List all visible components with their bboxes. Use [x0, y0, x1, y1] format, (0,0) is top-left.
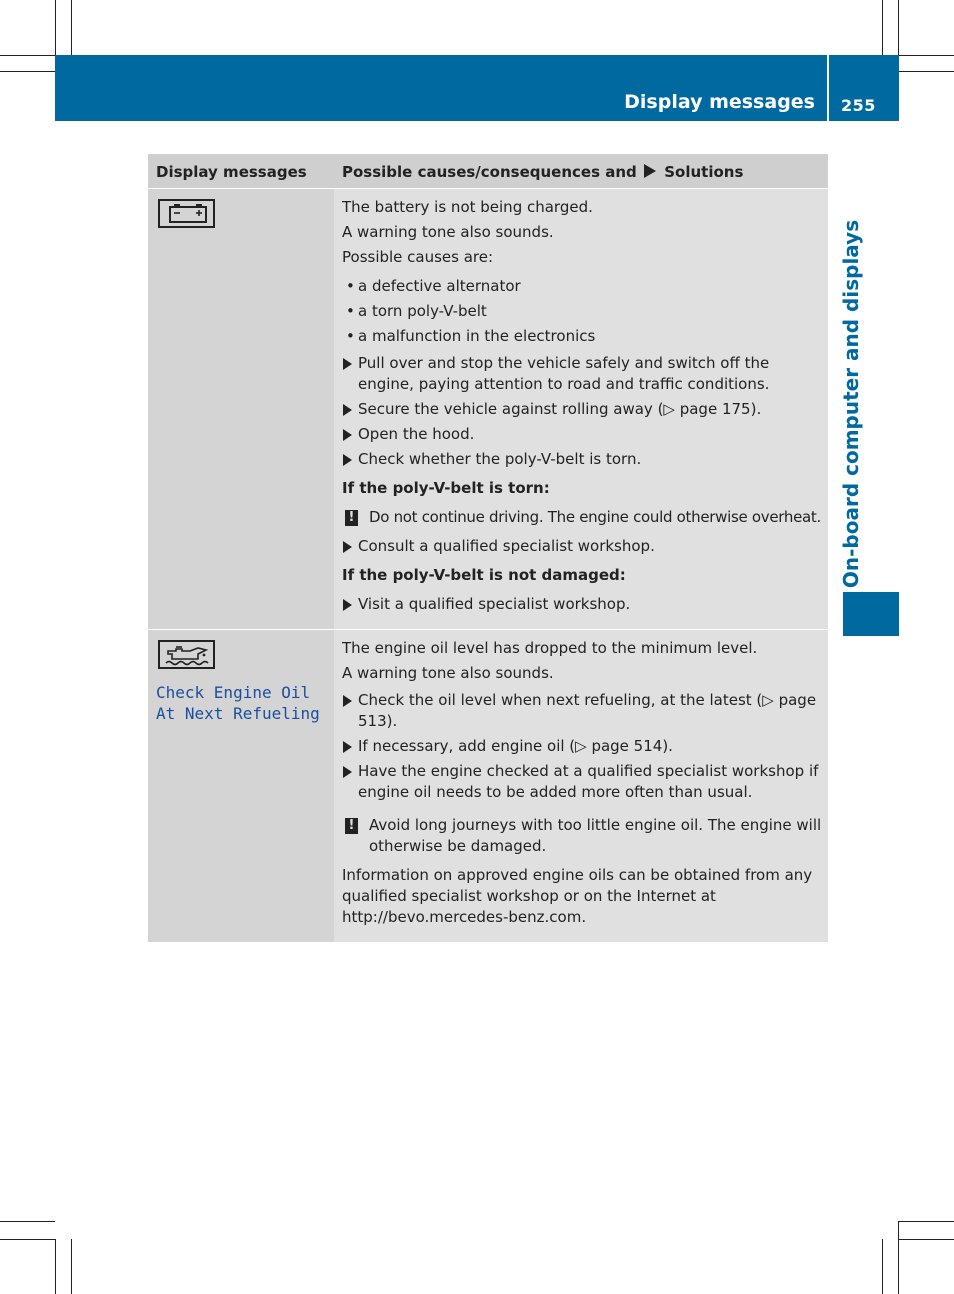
- instruction-step: [342, 761, 822, 803]
- column-header-display-messages: Display messages: [156, 163, 307, 181]
- paragraph: Information on approved engine oils can be obtained from any qualified specialist workshop or on the Internet at http://bevo.mercedes-benz.com.: [342, 866, 813, 926]
- step-arrow-icon: [343, 599, 352, 611]
- table-row: [148, 188, 828, 629]
- side-tab-marker: [843, 592, 899, 636]
- side-tab-label: On-board computer and displays: [839, 219, 863, 589]
- crop-mark: [899, 1239, 954, 1240]
- warning-text: Avoid long journeys with too little engine oil. The engine will otherwise be damaged.: [369, 816, 822, 855]
- instruction-step: [342, 736, 822, 757]
- crop-mark: [882, 1239, 883, 1294]
- crop-mark: [899, 71, 954, 72]
- step-arrow-icon: [343, 358, 352, 370]
- crop-mark: [899, 1221, 954, 1222]
- header-bar: [55, 55, 899, 121]
- step-text: Check whether the poly-V-belt is torn.: [358, 450, 642, 468]
- paragraph: The battery is not being charged.: [342, 198, 593, 216]
- instruction-step: [342, 424, 822, 445]
- page-number: 255: [841, 96, 876, 115]
- warning-icon: !: [345, 510, 358, 526]
- battery-icon: [158, 199, 215, 228]
- step-text: Visit a qualified specialist workshop.: [358, 595, 631, 613]
- arrow-right-icon: [644, 164, 656, 178]
- display-line: At Next Refueling: [156, 704, 320, 723]
- step-text: Open the hood.: [358, 425, 475, 443]
- instruction-step: [342, 594, 822, 615]
- side-tab: [833, 219, 869, 589]
- solutions-cell: [334, 189, 828, 629]
- paragraph: Possible causes are:: [342, 248, 494, 266]
- step-text: Check the oil level when next refueling, at the latest (▷ page 513).: [358, 691, 817, 730]
- instruction-step: [342, 536, 822, 557]
- crop-mark: [898, 0, 899, 55]
- step-arrow-icon: [343, 404, 352, 416]
- warning-note: [342, 507, 822, 528]
- crop-mark: [0, 71, 55, 72]
- crop-mark: [0, 1239, 55, 1240]
- step-arrow-icon: [343, 766, 352, 778]
- list-item: • a malfunction in the electronics: [342, 326, 822, 347]
- crop-mark: [71, 0, 72, 55]
- crop-mark: [0, 1221, 55, 1222]
- list-item: • a torn poly-V-belt: [342, 301, 822, 322]
- display-messages-table: [148, 154, 828, 942]
- crop-mark: [55, 1239, 56, 1294]
- step-text: Have the engine checked at a qualified specialist workshop if engine oil needs to be added more often than usual.: [358, 762, 819, 801]
- warning-note: [342, 815, 822, 857]
- crop-mark: [882, 0, 883, 55]
- step-arrow-icon: [343, 695, 352, 707]
- display-message-cell: [148, 630, 334, 942]
- engine-oil-icon: [158, 640, 215, 669]
- display-text: [156, 682, 320, 724]
- step-text: If necessary, add engine oil (▷ page 514).: [358, 737, 673, 755]
- instruction-step: [342, 399, 822, 420]
- step-arrow-icon: [343, 454, 352, 466]
- column-header-solutions-text: Solutions: [664, 163, 744, 181]
- instruction-step: [342, 353, 822, 395]
- table-row: [148, 629, 828, 942]
- display-message-cell: [148, 189, 334, 629]
- warning-text: Do not continue driving. The engine could otherwise overheat.: [369, 508, 821, 526]
- subheading: If the poly-V-belt is torn:: [342, 479, 550, 497]
- section-title: Display messages: [624, 91, 815, 113]
- paragraph: A warning tone also sounds.: [342, 664, 554, 682]
- instruction-step: [342, 449, 822, 470]
- crop-mark: [55, 0, 56, 55]
- crop-mark: [0, 55, 55, 56]
- header-divider: [827, 55, 829, 121]
- step-text: Secure the vehicle against rolling away (▷ page 175).: [358, 400, 762, 418]
- subheading: If the poly-V-belt is not damaged:: [342, 566, 626, 584]
- display-line: Check Engine Oil: [156, 683, 311, 702]
- list-item: • a defective alternator: [342, 276, 822, 297]
- step-arrow-icon: [343, 541, 352, 553]
- step-text: Consult a qualified specialist workshop.: [358, 537, 655, 555]
- table-header: [148, 154, 828, 188]
- column-header-causes-text: Possible causes/consequences and: [342, 163, 637, 181]
- step-arrow-icon: [343, 429, 352, 441]
- crop-mark: [71, 1239, 72, 1294]
- instruction-step: [342, 690, 822, 732]
- step-arrow-icon: [343, 741, 352, 753]
- crop-mark: [898, 1221, 899, 1294]
- step-text: Pull over and stop the vehicle safely and switch off the engine, paying attention to road and traffic conditions.: [358, 354, 770, 393]
- crop-mark: [899, 55, 954, 56]
- paragraph: A warning tone also sounds.: [342, 223, 554, 241]
- paragraph: The engine oil level has dropped to the minimum level.: [342, 639, 758, 657]
- warning-icon: !: [345, 818, 358, 834]
- column-header-causes: [334, 154, 828, 188]
- solutions-cell: [334, 630, 828, 942]
